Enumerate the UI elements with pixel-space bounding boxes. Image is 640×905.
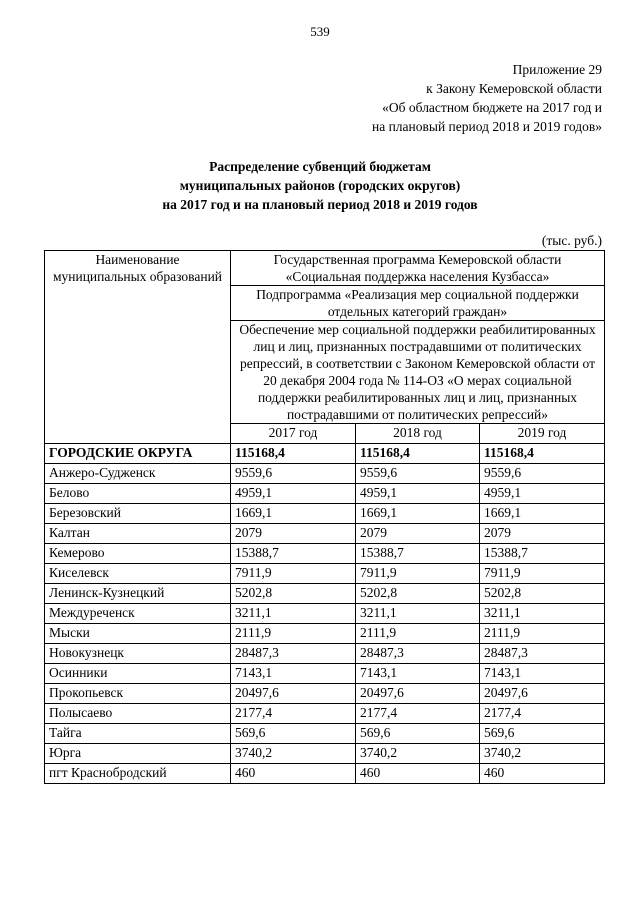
header-row [45,251,605,286]
value-2019-cell: 569,6 [480,724,605,744]
value-2019-cell: 5202,8 [480,584,605,604]
table-row [45,604,605,624]
program-header: Государственная программа Кемеровской области «Социальная поддержка населения Кузбасса» [231,251,605,286]
table-row [45,704,605,724]
value-2018-cell: 3740,2 [356,744,480,764]
table-row [45,624,605,644]
value-2019-cell: 1669,1 [480,504,605,524]
year-header: 2019 год [480,424,605,444]
value-2019-cell: 15388,7 [480,544,605,564]
value-2017-cell: 9559,6 [231,464,356,484]
value-2017-cell: 3211,1 [231,604,356,624]
table-row [45,724,605,744]
value-2018-cell: 7911,9 [356,564,480,584]
value-2018-cell: 115168,4 [356,444,480,464]
table-row [45,584,605,604]
value-2017-cell: 15388,7 [231,544,356,564]
value-2019-cell: 20497,6 [480,684,605,704]
value-2018-cell: 1669,1 [356,504,480,524]
table-row [45,644,605,664]
value-2017-cell: 7911,9 [231,564,356,584]
value-2017-cell: 28487,3 [231,644,356,664]
value-2019-cell: 2079 [480,524,605,544]
page-number: 539 [310,24,330,39]
title-line: муниципальных районов (городских округов) [179,178,461,193]
value-2018-cell: 15388,7 [356,544,480,564]
value-2018-cell: 2177,4 [356,704,480,724]
value-2018-cell: 2079 [356,524,480,544]
value-2018-cell: 4959,1 [356,484,480,504]
value-2018-cell: 20497,6 [356,684,480,704]
value-2019-cell: 2111,9 [480,624,605,644]
value-2017-cell: 5202,8 [231,584,356,604]
appendix-line: «Об областном бюджете на 2017 год и [382,100,602,115]
municipality-cell: Калтан [45,524,231,544]
table-row [45,564,605,584]
subprogram-header: Подпрограмма «Реализация мер социальной поддержки отдельных категорий граждан» [231,286,605,321]
value-2019-cell: 3740,2 [480,744,605,764]
municipality-cell: Ленинск-Кузнецкий [45,584,231,604]
value-2017-cell: 20497,6 [231,684,356,704]
table-body [45,251,605,784]
appendix-line: на плановый период 2018 и 2019 годов» [371,119,602,134]
appendix-line: Приложение 29 [512,62,602,77]
value-2017-cell: 4959,1 [231,484,356,504]
appendix-line: к Закону Кемеровской области [426,81,602,96]
value-2019-cell: 7143,1 [480,664,605,684]
value-2018-cell: 5202,8 [356,584,480,604]
table-row [45,684,605,704]
document-title [0,157,640,214]
table-row [45,484,605,504]
value-2019-cell: 4959,1 [480,484,605,504]
value-2019-cell: 460 [480,764,605,784]
year-header: 2018 год [356,424,480,444]
value-2017-cell: 3740,2 [231,744,356,764]
value-2019-cell: 2177,4 [480,704,605,724]
municipality-cell: Кемерово [45,544,231,564]
value-2017-cell: 115168,4 [231,444,356,464]
total-row [45,444,605,464]
value-2017-cell: 2079 [231,524,356,544]
year-header: 2017 год [231,424,356,444]
value-2018-cell: 569,6 [356,724,480,744]
municipality-cell: ГОРОДСКИЕ ОКРУГА [45,444,231,464]
value-2019-cell: 9559,6 [480,464,605,484]
table-row [45,664,605,684]
column-header-municipality: Наименование муниципальных образований [45,251,231,444]
table-row [45,744,605,764]
municipality-cell: Прокопьевск [45,684,231,704]
municipality-cell: Полысаево [45,704,231,724]
municipality-cell: Мыски [45,624,231,644]
value-2019-cell: 7911,9 [480,564,605,584]
municipality-cell: Белово [45,484,231,504]
table-row [45,464,605,484]
value-2017-cell: 569,6 [231,724,356,744]
value-2017-cell: 1669,1 [231,504,356,524]
value-2019-cell: 3211,1 [480,604,605,624]
value-2018-cell: 28487,3 [356,644,480,664]
table-row [45,544,605,564]
value-2018-cell: 460 [356,764,480,784]
municipality-cell: Березовский [45,504,231,524]
municipality-cell: Тайга [45,724,231,744]
value-2017-cell: 460 [231,764,356,784]
municipality-cell: Междуреченск [45,604,231,624]
appendix-reference [282,60,602,136]
municipality-cell: Новокузнецк [45,644,231,664]
value-2018-cell: 3211,1 [356,604,480,624]
title-line: на 2017 год и на плановый период 2018 и 2019 годов [162,197,478,212]
value-2018-cell: 2111,9 [356,624,480,644]
municipality-cell: Киселевск [45,564,231,584]
value-2017-cell: 7143,1 [231,664,356,684]
table-row [45,524,605,544]
value-2017-cell: 2111,9 [231,624,356,644]
value-2019-cell: 115168,4 [480,444,605,464]
value-2018-cell: 9559,6 [356,464,480,484]
value-2019-cell: 28487,3 [480,644,605,664]
municipality-cell: пгт Краснобродский [45,764,231,784]
measure-header: Обеспечение мер социальной поддержки реабилитированных лиц и лиц, признанных пострадавшими от политических репрессий, в соответствии с Законом Кемеровской области от 20 декабря 2004 года № 114-ОЗ «О мерах социальной поддержки реабилитированных лиц и лиц, признанных пострадавшими от политических репрессий» [231,321,605,424]
subsidy-table [44,250,605,784]
municipality-cell: Осинники [45,664,231,684]
table-row [45,504,605,524]
unit-label: (тыс. руб.) [541,233,602,248]
municipality-cell: Юрга [45,744,231,764]
value-2017-cell: 2177,4 [231,704,356,724]
municipality-cell: Анжеро-Судженск [45,464,231,484]
title-line: Распределение субвенций бюджетам [209,159,431,174]
table-row [45,764,605,784]
value-2018-cell: 7143,1 [356,664,480,684]
